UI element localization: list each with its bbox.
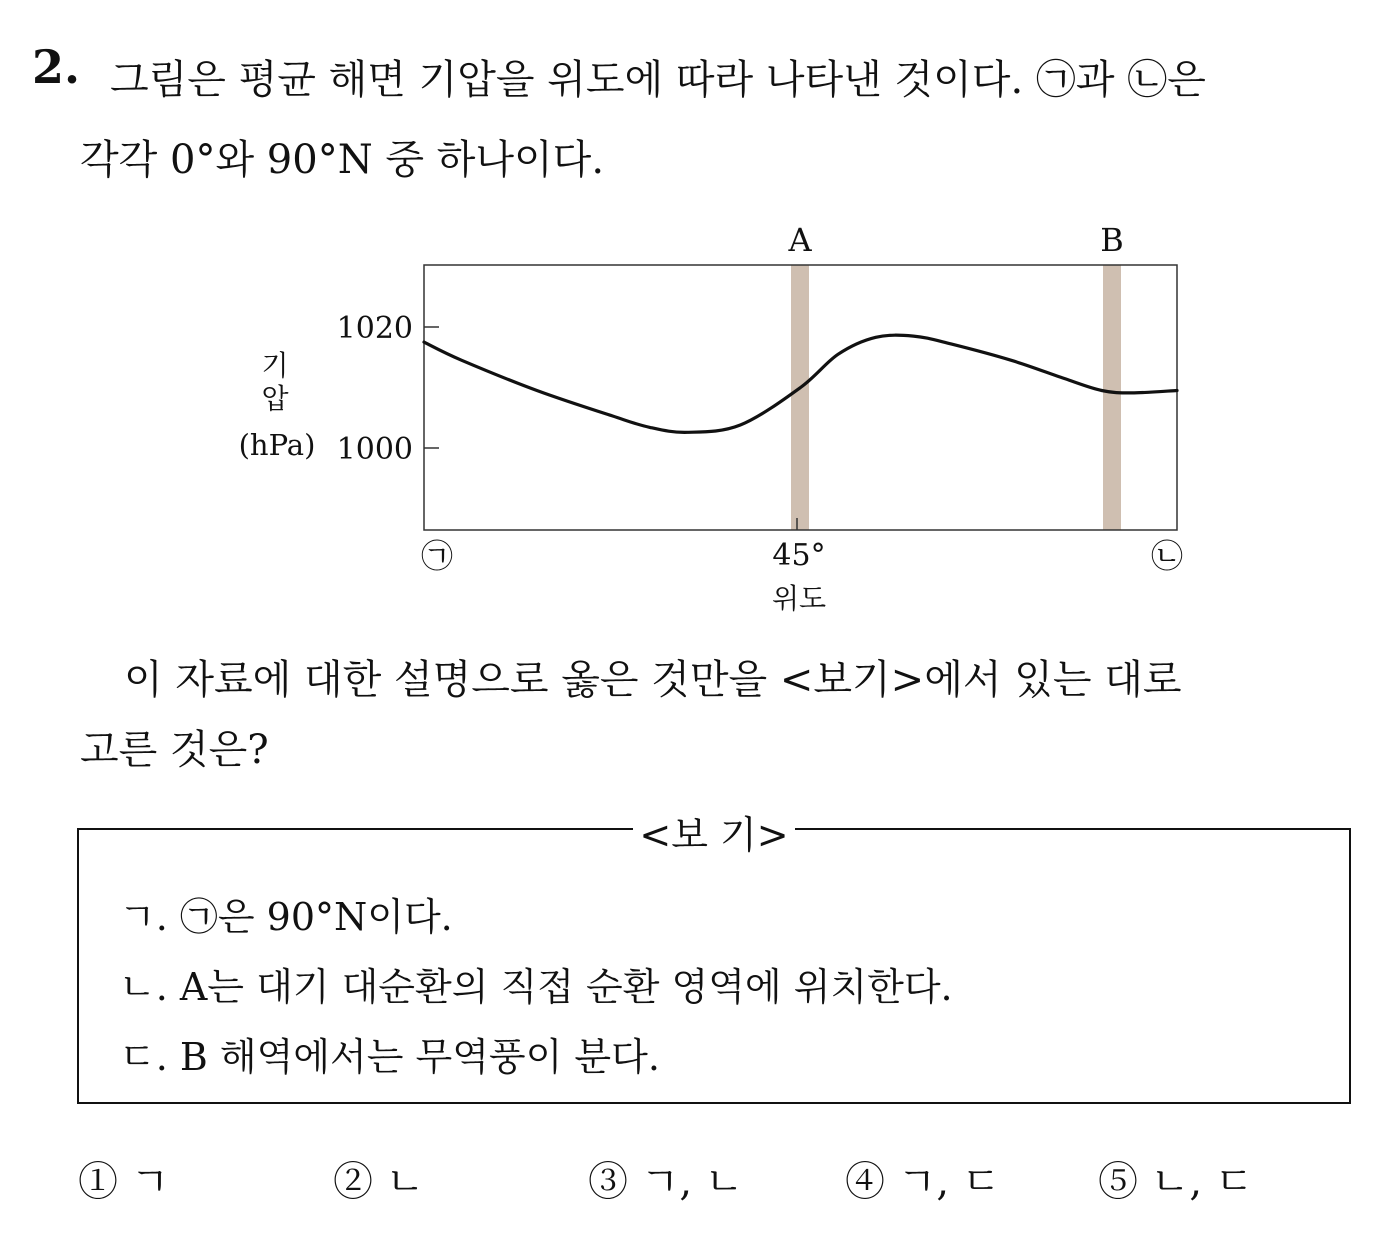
choice-2[interactable]: ② ㄴ — [333, 1159, 425, 1205]
band-a — [791, 265, 809, 530]
bogi-title: <보 기> — [633, 813, 794, 857]
choice-5[interactable]: ⑤ ㄴ, ㄷ — [1098, 1159, 1254, 1205]
x-tick-label-right: ㉡ — [1150, 537, 1184, 575]
question-number: 2. — [32, 40, 81, 94]
pressure-chart — [225, 215, 1205, 624]
bogi-box — [77, 813, 1351, 1104]
bogi-item-2: ㄴ. A는 대기 대순환의 직접 순환 영역에 위치한다. — [119, 965, 953, 1009]
band-b — [1103, 265, 1121, 530]
band-a-label: A — [788, 221, 812, 259]
x-tick-label-left: ㉠ — [420, 537, 454, 575]
question-text-line2: 각각 0°와 90°N 중 하나이다. — [80, 137, 605, 183]
y-tick-label-1020: 1020 — [336, 311, 413, 346]
answer-choices — [78, 1150, 1378, 1206]
bogi-item-1: ㄱ. ㉠은 90°N이다. — [119, 895, 453, 939]
choice-4[interactable]: ④ ㄱ, ㄷ — [845, 1159, 1001, 1205]
pressure-chart-svg — [225, 215, 1205, 620]
y-axis-label-line1: 기 — [261, 349, 289, 382]
choice-1[interactable]: ① ㄱ — [78, 1159, 170, 1205]
question-text-line1: 그림은 평균 해면 기압을 위도에 따라 나타낸 것이다. ㉠과 ㉡은 — [110, 57, 1206, 103]
y-tick-label-1000: 1000 — [336, 432, 413, 467]
prompt-line1: 이 자료에 대한 설명으로 옳은 것만을 <보기>에서 있는 대로 — [124, 657, 1182, 703]
bogi-item-3: ㄷ. B 해역에서는 무역풍이 분다. — [119, 1035, 660, 1079]
x-axis-label: 위도 — [771, 582, 827, 615]
band-b-label: B — [1100, 221, 1124, 259]
y-axis-label-line2: 압 — [261, 382, 289, 415]
choice-3[interactable]: ③ ㄱ, ㄴ — [588, 1159, 744, 1205]
y-axis-label-line3: (hPa) — [238, 428, 316, 462]
prompt-line2: 고른 것은? — [80, 727, 269, 773]
x-tick-label-45: 45° — [772, 538, 826, 573]
